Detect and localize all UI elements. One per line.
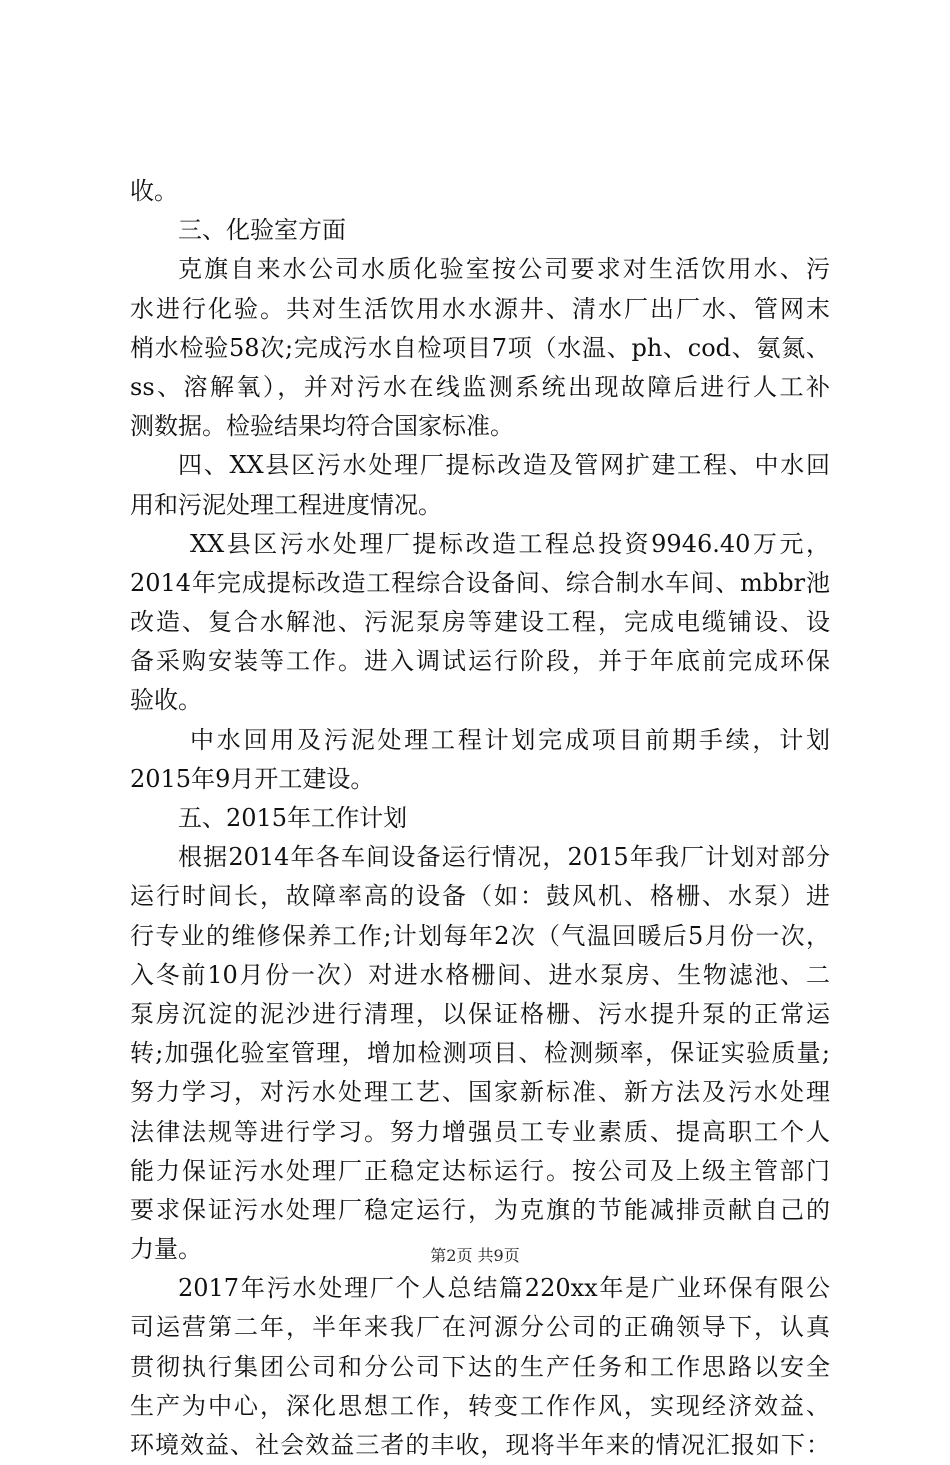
text-line: 环境效益、社会效益三者的丰收，现将半年来的情况汇报如下： xyxy=(130,1431,830,1459)
text-line: 用和污泥处理工程进度情况。 xyxy=(130,490,442,519)
text-line: 转;加强化验室管理，增加检测项目、检测频率，保证实验质量; xyxy=(130,1039,830,1068)
document-body xyxy=(130,172,830,1465)
text-line: 贯彻执行集团公司和分公司下达的生产任务和工作思路以安全 xyxy=(130,1352,830,1381)
text-line: 2017年污水处理厂个人总结篇220xx年是广业环保有限公 xyxy=(178,1274,830,1303)
text-line: 入冬前10月份一次）对进水格栅间、进水泵房、生物滤池、二 xyxy=(130,960,830,989)
text-line: 备采购安装等工作。进入调试运行阶段，并于年底前完成环保 xyxy=(130,647,830,676)
text-line: 司运营第二年，半年来我厂在河源分公司的正确领导下，认真 xyxy=(130,1313,830,1342)
text-line: 水进行化验。共对生活饮用水水源井、清水厂出厂水、管网末 xyxy=(130,294,830,323)
page-footer: 第2页 共9页 xyxy=(430,1246,520,1265)
text-line: 力量。 xyxy=(130,1235,202,1264)
text-line: 五、2015年工作计划 xyxy=(178,804,408,832)
text-line: 能力保证污水处理厂正稳定达标运行。按公司及上级主管部门 xyxy=(130,1156,830,1185)
text-line: 梢水检验58次;完成污水自检项目7项（水温、ph、cod、氨氮、 xyxy=(130,333,830,362)
text-line: XX县区污水处理厂提标改造工程总投资9946.40万元， xyxy=(190,529,830,558)
text-line: 中水回用及污泥处理工程计划完成项目前期手续，计划 xyxy=(190,725,830,754)
text-line: 泵房沉淀的泥沙进行清理，以保证格栅、污水提升泵的正常运 xyxy=(130,999,830,1028)
text-line: 运行时间长，故障率高的设备（如：鼓风机、格栅、水泵）进 xyxy=(130,882,830,911)
text-line: 三、化验室方面 xyxy=(178,216,346,245)
text-line: 测数据。检验结果均符合国家标准。 xyxy=(130,412,514,441)
text-line: ss、溶解氧），并对污水在线监测系统出现故障后进行人工补 xyxy=(130,372,830,401)
text-line: 收。 xyxy=(130,177,178,205)
text-line: 努力学习，对污水处理工艺、国家新标准、新方法及污水处理 xyxy=(130,1078,830,1107)
text-line: 行专业的维修保养工作;计划每年2次（气温回暖后5月份一次， xyxy=(130,921,830,950)
text-line: 克旗自来水公司水质化验室按公司要求对生活饮用水、污 xyxy=(178,255,830,284)
text-line: 四、XX县区污水处理厂提标改造及管网扩建工程、中水回 xyxy=(178,451,830,480)
text-line: 法律法规等进行学习。努力增强员工专业素质、提高职工个人 xyxy=(130,1117,830,1146)
text-line: 生产为中心，深化思想工作，转变工作作风，实现经济效益、 xyxy=(130,1391,830,1420)
text-line: 改造、复合水解池、污泥泵房等建设工程，完成电缆铺设、设 xyxy=(130,608,830,637)
text-line: 根据2014年各车间设备运行情况，2015年我厂计划对部分 xyxy=(178,843,830,872)
text-line: 2015年9月开工建设。 xyxy=(130,764,375,793)
text-line: 要求保证污水处理厂稳定运行，为克旗的节能减排贡献自己的 xyxy=(130,1195,830,1224)
text-line: 验收。 xyxy=(130,686,202,715)
text-line: 2014年完成提标改造工程综合设备间、综合制水车间、mbbr池 xyxy=(130,568,830,597)
